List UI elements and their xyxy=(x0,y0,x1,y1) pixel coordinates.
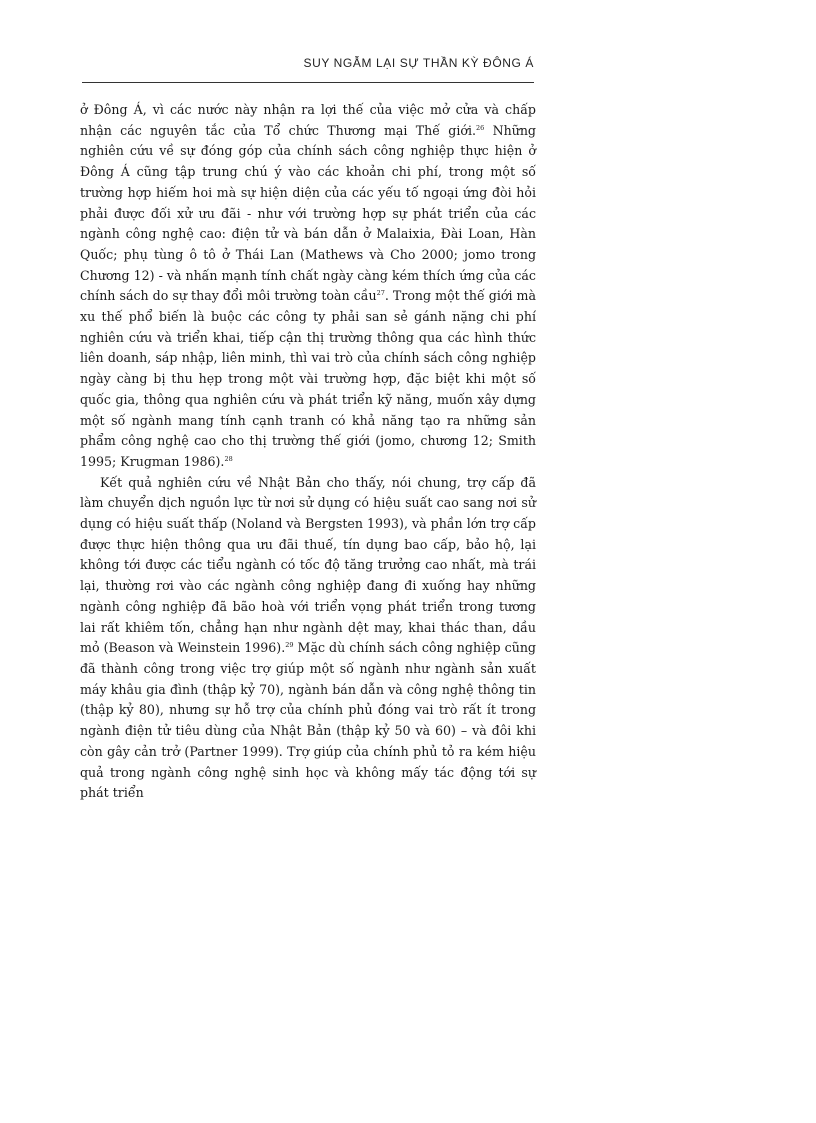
paragraph-2-text-2: Mặc dù chính sách công nghiệp cũng đã thành công trong việc trợ giúp một số ngành như ngành sản xuất máy khâu gia đình (thập kỷ 70), ngành bán dẫn và công nghệ thông tin (thập kỷ 80), nhưng sự hỗ trợ của chính phủ đóng vai trò rất ít trong ngành điện tử tiêu dùng của Nhật Bản (thập kỷ 50 và 60) – và đôi khi còn gây cản trở (Partner 1999). Trợ giúp của chính phủ tỏ ra kém hiệu quả trong ngành công nghệ sinh học và không mấy tác động tới sự phát triển xyxy=(80,640,536,801)
running-header: SUY NGẪM LẠI SỰ THẦN KỲ ĐÔNG Á xyxy=(303,56,534,70)
footnote-ref-28: 28 xyxy=(224,454,233,463)
paragraph-2 xyxy=(80,473,536,804)
paragraph-2-text: Kết quả nghiên cứu về Nhật Bản cho thấy, nói chung, trợ cấp đã làm chuyển dịch nguồn lực từ nơi sử dụng có hiệu suất cao sang nơi sử dụng có hiệu suất thấp (Noland và Bergsten 1993), và phần lớn trợ cấp được thực hiện thông qua ưu đãi thuế, tín dụng bao cấp, bảo hộ, lại không tới được các tiểu ngành có tốc độ tăng trưởng cao nhất, mà trái lại, thường rơi vào các ngành công nghiệp đang đi xuống hay những ngành công nghiệp đã bão hoà với triển vọng phát triển trong tương lai rất khiêm tốn, chẳng hạn như ngành dệt may, khai thác than, dầu mỏ (Beason và Weinstein 1996). xyxy=(80,474,536,656)
paragraph-1-text-2: Những nghiên cứu về sự đóng góp của chính sách công nghiệp thực hiện ở Đông Á cũng tập trung chú ý vào các khoản chi phí, trong một số trường hợp hiếm hoi mà sự hiện diện của các yếu tố ngoại ứng đòi hỏi phải được đối xử ưu đãi - như với trường hợp sự phát triển của các ngành công nghệ cao: điện tử và bán dẫn ở Malaixia, Đài Loan, Hàn Quốc; phụ tùng ô tô ở Thái Lan (Mathews và Cho 2000; jomo trong Chương 12) - và nhấn mạnh tính chất ngày càng kém thích ứng của các chính sách do sự thay đổi môi trường toàn cầu xyxy=(80,122,536,304)
paragraph-1-text-3: . Trong một thế giới mà xu thế phổ biến là buộc các công ty phải san sẻ gánh nặng chi phí nghiên cứu và triển khai, tiếp cận thị trường thông qua các hình thức liên doanh, sáp nhập, liên minh, thì vai trò của chính sách công nghiệp ngày càng bị thu hẹp trong một vài trường hợp, đặc biệt khi một số quốc gia, thông qua nghiên cứu và phát triển kỹ năng, muốn xây dựng một số ngành mang tính cạnh tranh có khả năng tạo ra những sản phẩm công nghệ cao cho thị trường thế giới (jomo, chương 12; Smith 1995; Krugman 1986). xyxy=(80,288,536,469)
paragraph-1-text: ở Đông Á, vì các nước này nhận ra lợi thế của việc mở cửa và chấp nhận các nguyên tắc của Tổ chức Thương mại Thế giới. xyxy=(80,102,536,138)
header-rule xyxy=(82,82,534,83)
paragraph-1 xyxy=(80,100,536,473)
footnote-ref-27: 27 xyxy=(376,289,385,298)
footnote-ref-26: 26 xyxy=(476,123,485,132)
body-text xyxy=(80,100,536,804)
footnote-ref-29: 29 xyxy=(285,641,294,650)
